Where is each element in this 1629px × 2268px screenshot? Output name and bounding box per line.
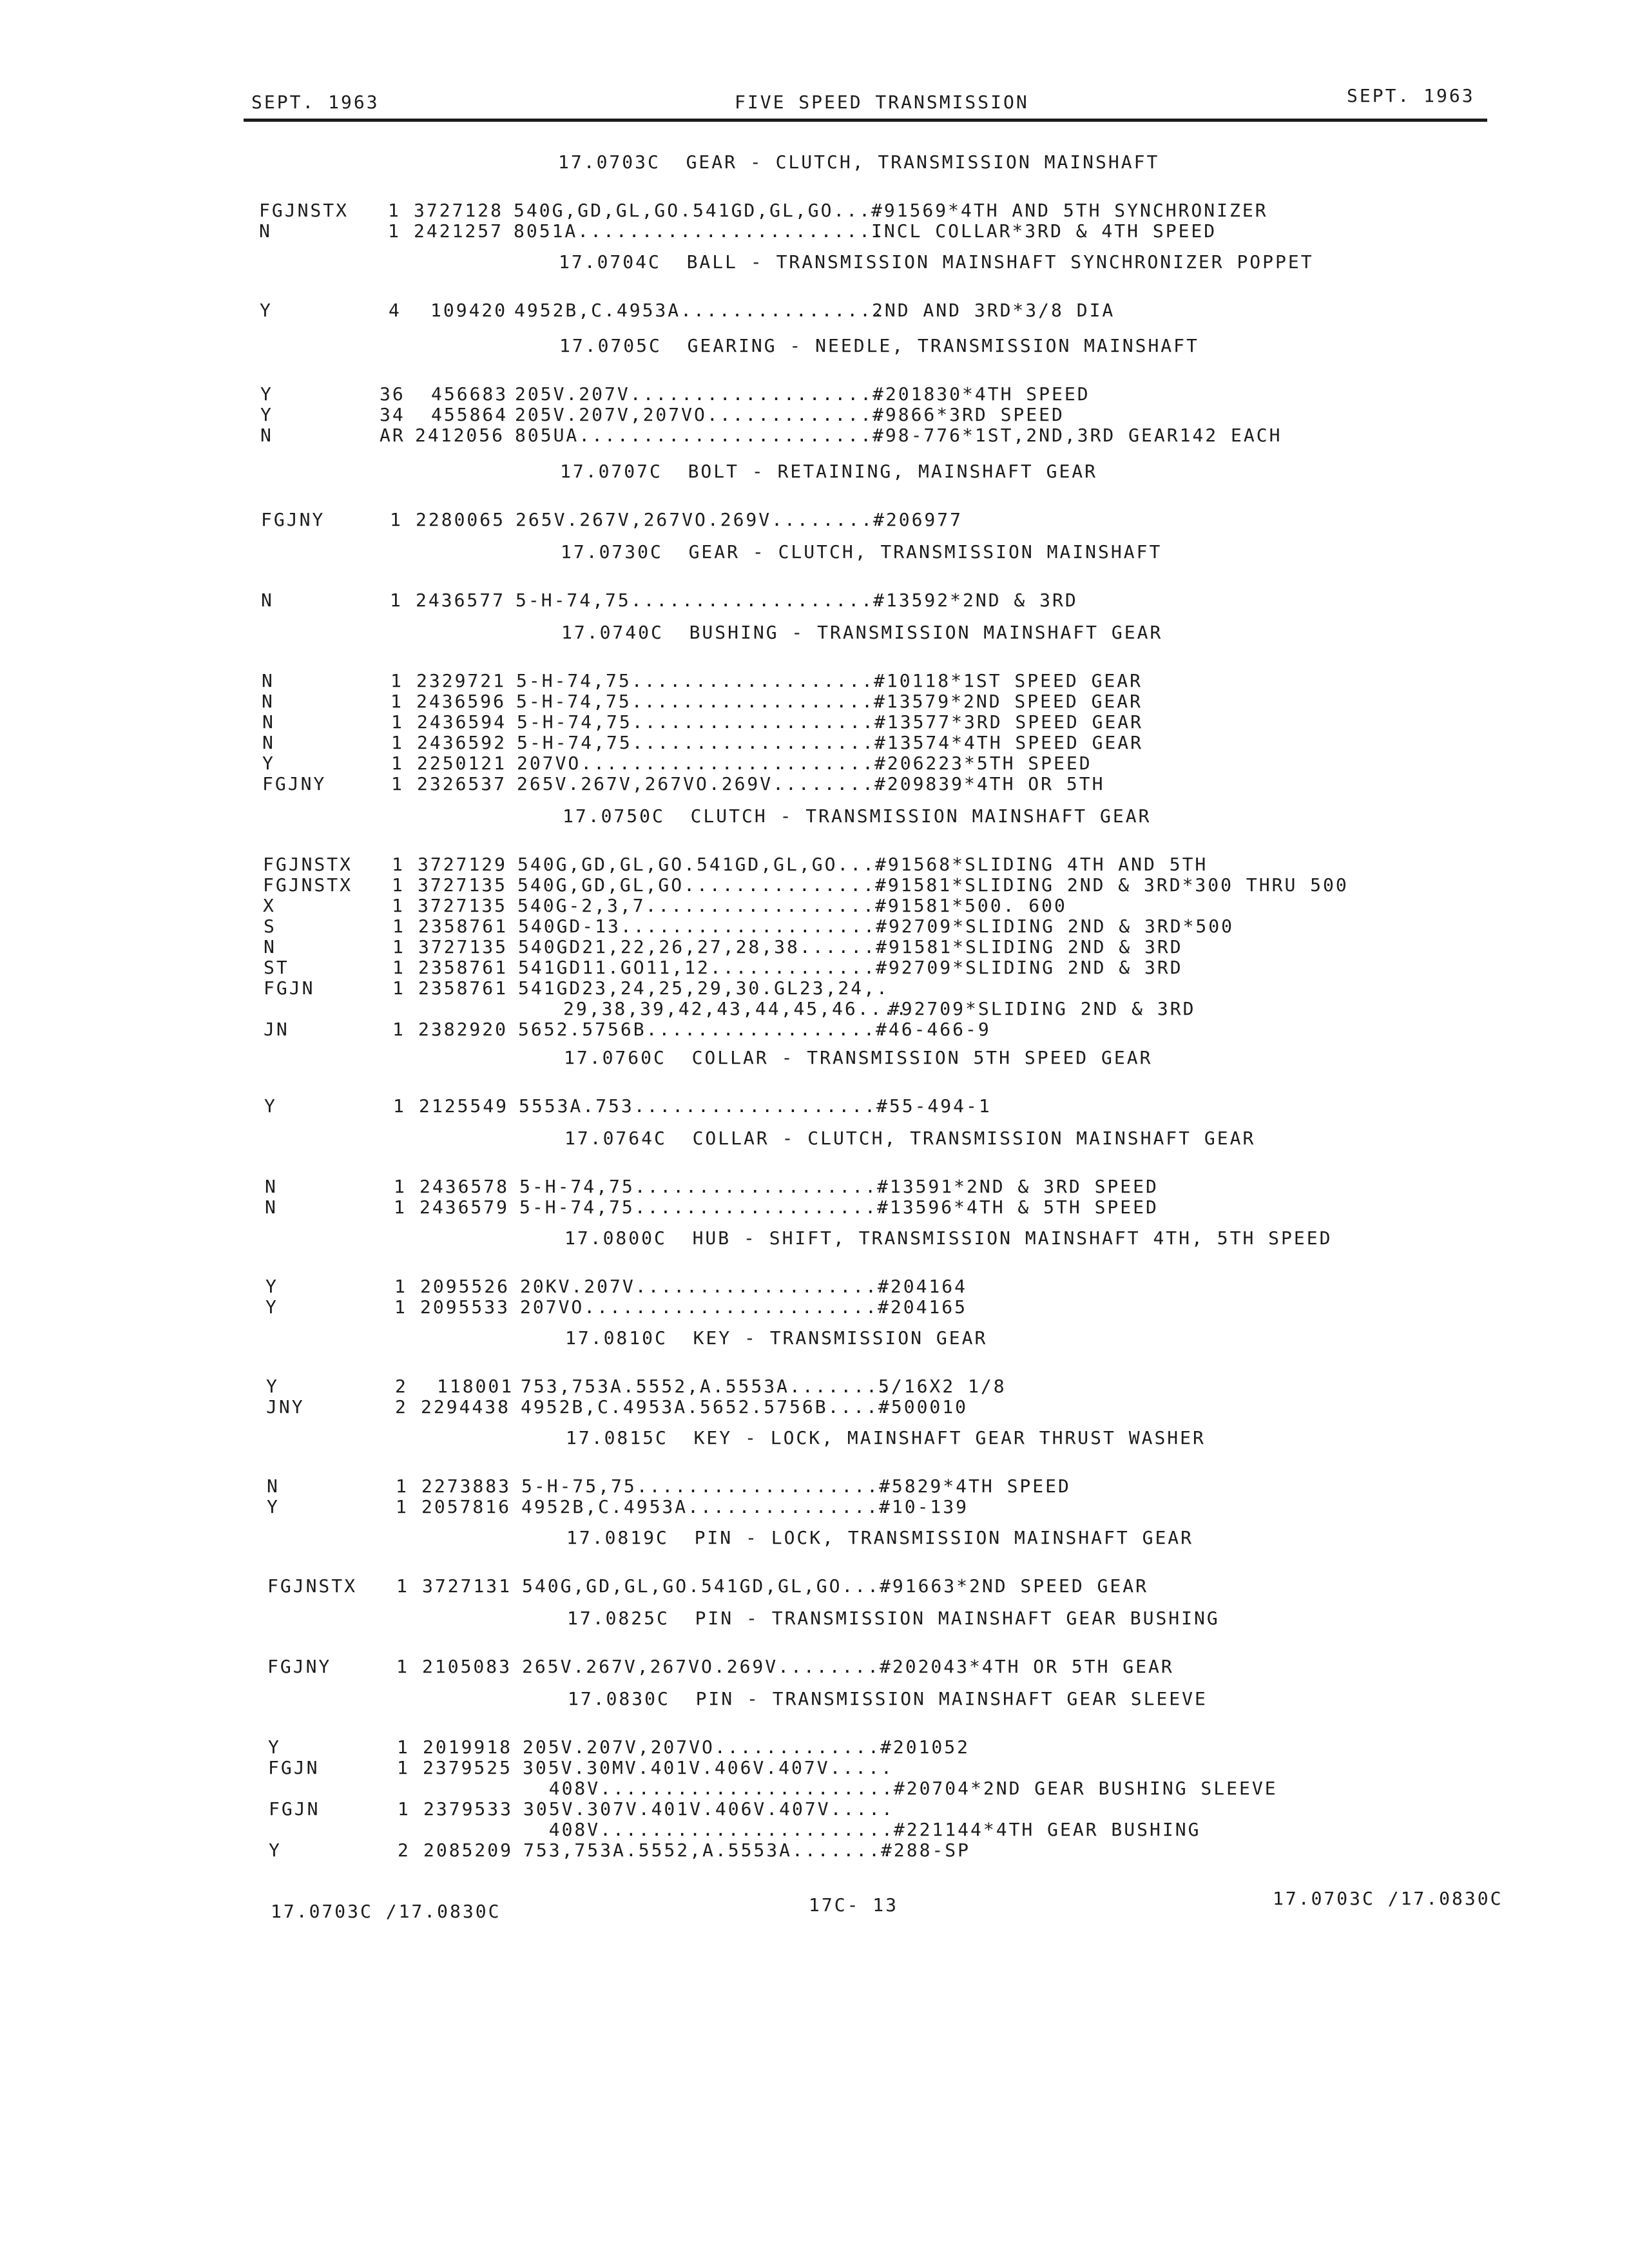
part-desc: 5-H-74,75....................	[519, 1196, 891, 1218]
part-qty: 1	[392, 895, 405, 916]
part-model: N	[264, 936, 276, 957]
section-heading: 17.0705C GEARING - NEEDLE, TRANSMISSION MAINSHAFT	[559, 335, 1199, 356]
part-qty: 1	[391, 753, 404, 774]
part-part: 2250121	[417, 753, 507, 774]
part-qty: 1	[390, 691, 403, 712]
part-desc: 5-H-74,75....................	[516, 691, 887, 712]
part-model: FGJN	[268, 1757, 320, 1778]
part-desc: 265V.267V,267VO.269V.........	[516, 509, 887, 530]
part-model: FGJN	[269, 1798, 320, 1820]
part-desc: 305V.307V.401V.406V.407V.....	[523, 1798, 894, 1820]
part-part: 2436594	[417, 711, 507, 733]
part-model: JNY	[266, 1396, 305, 1418]
part-qty: 1	[396, 1496, 409, 1517]
part-note: #55-494-1	[876, 1095, 992, 1117]
section-heading: 17.0819C PIN - LOCK, TRANSMISSION MAINSHAFT GEAR	[566, 1527, 1194, 1548]
part-model: N	[262, 732, 275, 753]
part-part: 2358761	[418, 977, 508, 999]
part-part: 109420	[430, 300, 508, 321]
part-qty: 1	[394, 1176, 407, 1197]
part-part: 2294438	[421, 1396, 511, 1418]
part-part: 2436577	[416, 590, 506, 611]
part-note: #202043*4TH OR 5TH GEAR	[880, 1656, 1174, 1677]
part-qty: 1	[397, 1736, 410, 1758]
part-desc: 541GD11.GO11,12..............	[518, 957, 889, 978]
part-qty: 1	[397, 1757, 410, 1778]
part-note: #20704*2ND GEAR BUSHING SLEEVE	[881, 1778, 1278, 1799]
part-part: 118001	[437, 1376, 514, 1397]
part-qty: 1	[396, 1575, 409, 1597]
part-desc: 205V.207V,207VO..............	[515, 404, 886, 425]
page-number: 17C- 13	[809, 1894, 899, 1916]
part-model: FGJN	[264, 977, 315, 999]
part-note: #91581*500. 600	[875, 895, 1067, 916]
part-desc: 5-H-74,75....................	[517, 711, 888, 733]
part-desc: 8051A........................	[514, 220, 885, 242]
part-part: 2421257	[414, 220, 504, 242]
part-desc: 540G,GD,GL,GO.541GD,GL,GO....	[522, 1575, 893, 1597]
part-desc: 207VO........................	[520, 1296, 891, 1318]
section-heading: 17.0815C KEY - LOCK, MAINSHAFT GEAR THRUST WASHER	[566, 1427, 1206, 1448]
part-qty: 1	[392, 854, 405, 875]
part-desc: 753,753A.5552,A.5553A........	[523, 1840, 894, 1861]
part-qty: 1	[393, 1095, 406, 1117]
section-heading: 17.0707C BOLT - RETAINING, MAINSHAFT GEAR	[560, 461, 1098, 482]
page-title: FIVE SPEED TRANSMISSION	[735, 91, 1029, 113]
part-qty: 34	[380, 404, 405, 425]
section-heading: 17.0800C HUB - SHIFT, TRANSMISSION MAINSHAFT 4TH, 5TH SPEED	[564, 1227, 1333, 1249]
part-model: Y	[260, 404, 273, 425]
part-note: #91581*SLIDING 2ND & 3RD*300 THRU 500	[875, 874, 1349, 896]
part-note: #13577*3RD SPEED GEAR	[874, 711, 1144, 733]
part-note: #13592*2ND & 3RD	[873, 590, 1078, 611]
part-note: #91568*SLIDING 4TH AND 5TH	[875, 854, 1208, 875]
part-desc: 265V.267V,267VO.269V.........	[517, 773, 888, 794]
part-part: 2358761	[418, 957, 508, 978]
part-model: FGJNSTX	[259, 200, 349, 221]
part-desc: 540G,GD,GL,GO.541GD,GL,GO....	[514, 200, 885, 221]
part-model: N	[265, 1176, 278, 1197]
part-part: 2436596	[416, 691, 506, 712]
part-desc: 205V.207V....................	[515, 383, 886, 405]
part-part: 2436579	[419, 1196, 510, 1218]
part-desc: 408V.......................	[523, 1819, 894, 1840]
part-note: #13574*4TH SPEED GEAR	[874, 732, 1144, 753]
part-desc: 305V.30MV.401V.406V.407V.....	[523, 1757, 894, 1778]
part-part: 3727135	[418, 936, 508, 957]
part-model: Y	[265, 1296, 278, 1318]
part-note: #46-466-9	[876, 1019, 991, 1040]
part-part: 2280065	[416, 509, 506, 530]
part-model: Y	[260, 383, 273, 405]
part-model: N	[265, 1196, 278, 1218]
part-part: 2095533	[420, 1296, 510, 1318]
part-qty: 1	[390, 509, 403, 530]
part-part: 3727131	[422, 1575, 512, 1597]
part-note: 5/16X2 1/8	[878, 1376, 1007, 1397]
part-qty: 2	[398, 1840, 410, 1861]
part-qty: 1	[396, 1475, 409, 1497]
part-part: 2057816	[421, 1496, 512, 1517]
section-heading: 17.0750C CLUTCH - TRANSMISSION MAINSHAFT GEAR	[563, 805, 1152, 827]
part-part: 2273883	[421, 1475, 512, 1497]
part-part: 3727128	[414, 200, 504, 221]
part-model: FGJNSTX	[267, 1575, 358, 1597]
part-part: 2095526	[420, 1276, 510, 1297]
part-note: #206223*5TH SPEED	[874, 753, 1092, 774]
part-part: 2019918	[423, 1736, 513, 1758]
part-desc: 540G,GD,GL,GO.541GD,GL,GO....	[517, 854, 889, 875]
part-note: #13591*2ND & 3RD SPEED	[877, 1176, 1159, 1197]
part-part: 2436578	[419, 1176, 510, 1197]
part-model: Y	[265, 1276, 278, 1297]
part-desc: 205V.207V,207VO..............	[523, 1736, 894, 1758]
part-qty: 1	[391, 732, 404, 753]
part-note: #204165	[878, 1296, 968, 1318]
footer-range-right: 17.0703C /17.0830C	[1273, 1888, 1503, 1909]
part-qty: 1	[391, 773, 404, 794]
part-model: N	[260, 425, 273, 446]
part-part: 2436592	[417, 732, 507, 753]
part-model: Y	[269, 1840, 282, 1861]
part-note: 2ND AND 3RD*3/8 DIA	[872, 300, 1115, 321]
part-part: 2326537	[417, 773, 507, 794]
part-model: ST	[264, 957, 289, 978]
part-part: 3727135	[418, 874, 508, 896]
part-part: 456683	[431, 383, 508, 405]
part-model: Y	[267, 1496, 280, 1517]
part-note: #201052	[880, 1736, 970, 1758]
part-qty: 36	[380, 383, 405, 405]
part-desc: 805UA........................	[515, 425, 886, 446]
part-part: 3727129	[418, 854, 508, 875]
part-desc: 540G-2,3,7...................	[517, 895, 889, 916]
part-part: 2125549	[419, 1095, 509, 1117]
part-desc: 408V.......................	[523, 1778, 894, 1799]
part-model: N	[261, 590, 274, 611]
part-model: Y	[262, 753, 275, 774]
section-heading: 17.0830C PIN - TRANSMISSION MAINSHAFT GEAR SLEEVE	[568, 1688, 1208, 1709]
part-note: #221144*4TH GEAR BUSHING	[881, 1819, 1201, 1840]
part-note: #500010	[878, 1396, 969, 1418]
part-desc: 540GD-13.....................	[518, 916, 889, 937]
part-part: 455864	[431, 404, 508, 425]
part-model: N	[262, 670, 275, 691]
part-model: FGJNY	[261, 509, 325, 530]
part-note: #92709*SLIDING 2ND & 3RD*500	[876, 916, 1235, 937]
part-part: 2329721	[416, 670, 506, 691]
part-qty: 1	[390, 670, 403, 691]
part-qty: 2	[395, 1376, 408, 1397]
part-note: INCL COLLAR*3RD & 4TH SPEED	[871, 220, 1217, 242]
part-qty: AR	[380, 425, 405, 446]
part-desc: 753,753A.5552,A.5553A........	[521, 1376, 892, 1397]
part-model: FGJNY	[262, 773, 327, 794]
part-qty: 1	[388, 200, 401, 221]
part-desc: 4952B,C.4953A.5652.5756B.....	[521, 1396, 892, 1418]
section-heading: 17.0760C COLLAR - TRANSMISSION 5TH SPEED GEAR	[564, 1047, 1153, 1068]
part-desc: 20KV.207V....................	[520, 1276, 891, 1297]
part-qty: 1	[391, 711, 404, 733]
part-part: 2085209	[423, 1840, 514, 1861]
part-qty: 1	[390, 590, 403, 611]
part-qty: 2	[395, 1396, 408, 1418]
part-desc: 4952B,C.4953A................	[521, 1496, 892, 1517]
part-note: #13579*2ND SPEED GEAR	[874, 691, 1143, 712]
part-qty: 1	[388, 220, 401, 242]
part-part: 2358761	[418, 916, 508, 937]
part-desc: 540G,GD,GL,GO................	[517, 874, 889, 896]
section-heading: 17.0825C PIN - TRANSMISSION MAINSHAFT GEAR BUSHING	[567, 1608, 1220, 1629]
section-heading: 17.0703C GEAR - CLUTCH, TRANSMISSION MAINSHAFT	[558, 151, 1160, 173]
part-note: #5829*4TH SPEED	[879, 1475, 1071, 1497]
part-qty: 1	[394, 1296, 407, 1318]
part-qty: 1	[394, 1196, 407, 1218]
part-desc: 5-H-74,75....................	[519, 1176, 891, 1197]
part-desc: 5553A.753....................	[519, 1095, 890, 1117]
part-qty: 1	[396, 1656, 409, 1677]
part-desc: 5-H-74,75....................	[516, 590, 887, 611]
part-model: JN	[264, 1019, 289, 1040]
part-note: #10118*1ST SPEED GEAR	[874, 670, 1143, 691]
part-note: #98-776*1ST,2ND,3RD GEAR142 EACH	[872, 425, 1282, 446]
part-model: N	[259, 220, 272, 242]
part-note: #13596*4TH & 5TH SPEED	[877, 1196, 1159, 1218]
part-desc: 5-H-74,75....................	[516, 670, 887, 691]
part-note: #91569*4TH AND 5TH SYNCHRONIZER	[871, 200, 1268, 221]
part-qty: 1	[392, 977, 405, 999]
part-model: N	[262, 711, 275, 733]
part-qty: 1	[392, 957, 405, 978]
part-desc: 5-H-75,75....................	[521, 1475, 892, 1497]
part-model: S	[264, 916, 276, 937]
section-heading: 17.0810C KEY - TRANSMISSION GEAR	[565, 1327, 988, 1349]
part-qty: 1	[392, 936, 405, 957]
part-model: FGJNSTX	[263, 874, 353, 896]
part-desc: 29,38,39,42,43,44,45,46....	[563, 998, 909, 1019]
part-qty: 1	[394, 1276, 407, 1297]
part-qty: 1	[392, 874, 405, 896]
footer-range-left: 17.0703C /17.0830C	[271, 1901, 501, 1922]
section-heading: 17.0764C COLLAR - CLUTCH, TRANSMISSION MAINSHAFT GEAR	[564, 1128, 1256, 1149]
part-model: X	[263, 895, 276, 916]
part-note: #92709*SLIDING 2ND & 3RD	[876, 957, 1183, 978]
part-desc: 541GD23,24,25,29,30.GL23,24,.	[518, 977, 889, 999]
part-note: #204164	[878, 1276, 968, 1297]
part-model: Y	[264, 1095, 277, 1117]
section-heading: 17.0740C BUSHING - TRANSMISSION MAINSHAFT GEAR	[561, 622, 1163, 643]
part-desc: 5-H-74,75....................	[517, 732, 888, 753]
part-desc: 540GD21,22,26,27,28,38.......	[518, 936, 889, 957]
part-part: 2105083	[422, 1656, 512, 1677]
part-desc: 4952B,C.4953A................	[514, 300, 885, 321]
part-note: #91581*SLIDING 2ND & 3RD	[876, 936, 1183, 957]
part-desc: 265V.267V,267VO.269V.........	[522, 1656, 893, 1677]
section-heading: 17.0730C GEAR - CLUTCH, TRANSMISSION MAINSHAFT	[561, 541, 1162, 562]
part-qty: 1	[392, 916, 405, 937]
part-qty: 4	[389, 300, 401, 321]
part-model: N	[267, 1475, 280, 1497]
part-qty: 1	[398, 1798, 410, 1820]
part-model: FGJNY	[267, 1656, 332, 1677]
part-note: #9866*3RD SPEED	[872, 404, 1065, 425]
part-note: #92709*SLIDING 2ND & 3RD	[876, 998, 1196, 1019]
part-model: N	[262, 691, 275, 712]
part-note: #91663*2ND SPEED GEAR	[880, 1575, 1149, 1597]
part-part: 2412056	[415, 425, 505, 446]
part-note: #201830*4TH SPEED	[872, 383, 1090, 405]
part-desc: 207VO........................	[517, 753, 888, 774]
part-model: FGJNSTX	[263, 854, 353, 875]
part-note: #288-SP	[881, 1840, 971, 1861]
header-date-left: SEPT. 1963	[251, 91, 380, 113]
part-qty: 1	[392, 1019, 405, 1040]
part-model: Y	[268, 1736, 281, 1758]
section-heading: 17.0704C BALL - TRANSMISSION MAINSHAFT SYNCHRONIZER POPPET	[559, 251, 1314, 273]
part-note: #206977	[873, 509, 963, 530]
header-date-right: SEPT. 1963	[1347, 85, 1475, 106]
part-model: Y	[260, 300, 273, 321]
part-part: 2379525	[423, 1757, 513, 1778]
part-model: Y	[266, 1376, 279, 1397]
part-note: #10-139	[879, 1496, 969, 1517]
part-note: #209839*4TH OR 5TH	[874, 773, 1105, 794]
part-part: 2382920	[418, 1019, 508, 1040]
part-desc: 5652.5756B...................	[518, 1019, 889, 1040]
part-part: 3727135	[418, 895, 508, 916]
part-part: 2379533	[423, 1798, 514, 1820]
